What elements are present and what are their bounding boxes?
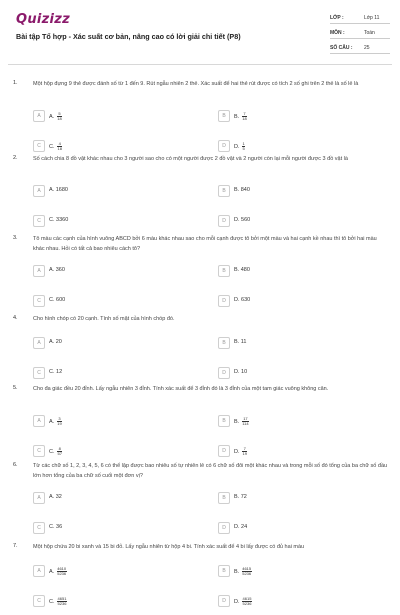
answer-option[interactable] xyxy=(218,492,378,504)
option-text xyxy=(49,597,67,606)
answer-option[interactable] xyxy=(33,445,193,457)
option-value: 600 xyxy=(56,297,66,303)
header-divider xyxy=(8,64,392,65)
option-letter-box: C xyxy=(33,140,45,152)
option-letter-box: D xyxy=(218,445,230,457)
question-item xyxy=(0,155,400,227)
fraction-numerator: 1 xyxy=(242,141,245,146)
option-text xyxy=(49,369,62,375)
meta-label: LỚP : xyxy=(330,15,344,21)
fraction-value xyxy=(57,142,62,151)
option-value: 840 xyxy=(240,187,250,193)
fraction-numerator: 4 xyxy=(58,141,61,146)
meta-question-count xyxy=(330,42,390,54)
option-value: 24 xyxy=(241,524,248,530)
option-text xyxy=(49,217,68,223)
option-letter-box: B xyxy=(218,185,230,197)
fraction-denominator: 18 xyxy=(57,116,62,122)
answer-option[interactable] xyxy=(33,492,193,504)
option-letter-box: A xyxy=(33,415,45,427)
option-letter-box: C xyxy=(33,445,45,457)
option-text xyxy=(49,297,65,303)
option-value: 36 xyxy=(56,524,63,530)
option-text xyxy=(234,369,247,375)
option-text xyxy=(49,142,62,151)
option-value: 72 xyxy=(240,494,247,500)
meta-label: MÔN : xyxy=(330,30,345,36)
question-text: Một hộp đựng 9 thẻ được đánh số từ 1 đến 9. Rút ngẫu nhiên 2 thẻ. Xác suất để hai thẻ rút được có tích 2 số ghi trên 2 thẻ là số lẻ là xyxy=(33,81,359,87)
option-text xyxy=(234,567,252,576)
answer-option[interactable] xyxy=(33,185,193,197)
option-value: 630 xyxy=(241,297,251,303)
question-number: 4. xyxy=(13,315,18,321)
answer-option[interactable] xyxy=(218,337,378,349)
fraction-numerator: 7 xyxy=(243,111,246,116)
fraction-denominator: 5236 xyxy=(57,571,67,577)
answer-option[interactable] xyxy=(33,110,193,122)
question-text: Từ các chữ số 1, 2, 3, 4, 5, 6 có thể lập được bao nhiêu số tự nhiên lẻ có 6 chữ số đôi một khác nhau và trong mỗi số đó tổng của ba chữ số đầu lớn hơn tổng của ba chữ số cuối một đơn vị? xyxy=(33,463,388,479)
option-text xyxy=(49,187,68,193)
option-letter-box: B xyxy=(218,110,230,122)
divider xyxy=(330,23,390,24)
option-letter-box: B xyxy=(218,265,230,277)
fraction-numerator: 4615 xyxy=(242,566,252,571)
fraction-numerator: 4610 xyxy=(57,566,67,571)
meta-label: SỐ CÂU : xyxy=(330,45,353,51)
question-text: Số cách chia 8 đồ vật khác nhau cho 3 người sao cho có một người được 2 đồ vật và 2 người còn lại mỗi người được 3 đồ vật là xyxy=(33,156,348,162)
option-value: 3360 xyxy=(56,217,69,223)
fraction-denominator: 114 xyxy=(242,421,249,427)
answer-option[interactable] xyxy=(218,565,378,577)
question-item xyxy=(0,80,400,152)
answer-option[interactable] xyxy=(218,415,378,427)
answer-option[interactable] xyxy=(33,337,193,349)
option-letter-box: B xyxy=(218,492,230,504)
question-number: 2. xyxy=(13,155,18,161)
option-letter: B. xyxy=(234,267,240,273)
option-text xyxy=(234,524,247,530)
option-value: 560 xyxy=(241,217,251,223)
fraction-numerator: 7 xyxy=(243,446,246,451)
option-letter: A. xyxy=(49,339,55,345)
answer-option[interactable] xyxy=(33,295,193,307)
option-text xyxy=(49,447,62,456)
question-text: Cho đa giác đều 20 đỉnh. Lấy ngẫu nhiên 3 đỉnh. Tính xác suất để 3 đỉnh đó là 3 đỉnh của một tam giác vuông không cân. xyxy=(33,386,329,392)
fraction-value xyxy=(57,597,67,606)
quizizz-logo: Quizizz xyxy=(16,12,71,27)
fraction-value xyxy=(242,447,247,456)
option-text xyxy=(234,297,250,303)
question-number: 7. xyxy=(13,543,18,549)
option-letter: C. xyxy=(49,297,55,303)
document-title: Bài tập Tổ hợp - Xác suất cơ bản, nâng cao có lời giải chi tiết (P8) xyxy=(16,32,241,41)
option-letter-box: B xyxy=(218,337,230,349)
question-number: 3. xyxy=(13,235,18,241)
answer-option[interactable] xyxy=(33,415,193,427)
option-letter-box: D xyxy=(218,595,230,607)
question-number: 6. xyxy=(13,462,18,468)
answer-option[interactable] xyxy=(33,367,193,379)
option-text xyxy=(49,567,67,576)
option-text xyxy=(234,112,247,121)
meta-subject xyxy=(330,27,390,39)
option-letter: C. xyxy=(49,369,55,375)
fraction-denominator: 18 xyxy=(57,146,62,152)
option-text xyxy=(49,417,62,426)
option-letter: D. xyxy=(234,217,240,223)
option-letter: B. xyxy=(234,569,240,576)
fraction-denominator: 18 xyxy=(242,116,247,122)
question-item xyxy=(0,315,400,387)
option-letter: A. xyxy=(49,114,55,121)
option-value: 1680 xyxy=(55,187,68,193)
option-text xyxy=(49,112,62,121)
option-text xyxy=(234,267,250,273)
option-value: 11 xyxy=(240,339,247,345)
fraction-value xyxy=(57,447,62,456)
option-text xyxy=(49,524,62,530)
option-text xyxy=(234,142,245,151)
option-letter: D. xyxy=(234,144,240,151)
option-letter: D. xyxy=(234,599,240,606)
fraction-numerator: 4651 xyxy=(57,596,67,601)
fraction-denominator: 57 xyxy=(57,451,62,457)
answer-option[interactable] xyxy=(33,215,193,227)
fraction-value xyxy=(242,567,252,576)
divider xyxy=(330,38,390,39)
question-text: Một hộp chứa 20 bi xanh và 15 bi đỏ. Lấy ngẫu nhiên từ hộp 4 bi. Tính xác suất để 4 bi lấy được có đủ hai màu xyxy=(33,544,305,550)
meta-grade xyxy=(330,12,390,24)
meta-value: 25 xyxy=(364,45,370,51)
option-letter: D. xyxy=(234,449,240,456)
option-letter-box: A xyxy=(33,110,45,122)
option-letter-box: D xyxy=(218,522,230,534)
option-text xyxy=(234,187,250,193)
option-value: 20 xyxy=(55,339,62,345)
option-letter: B. xyxy=(234,494,240,500)
option-letter: B. xyxy=(234,419,240,426)
fraction-numerator: 3 xyxy=(58,416,61,421)
option-value: 360 xyxy=(55,267,65,273)
option-letter-box: A xyxy=(33,492,45,504)
answer-option[interactable] xyxy=(218,445,378,457)
fraction-denominator: 5236 xyxy=(57,601,67,607)
option-letter-box: A xyxy=(33,185,45,197)
option-letter-box: C xyxy=(33,295,45,307)
fraction-value xyxy=(242,112,247,121)
answer-option[interactable] xyxy=(218,110,378,122)
option-letter: D. xyxy=(234,524,240,530)
option-text xyxy=(49,494,62,500)
fraction-denominator: 19 xyxy=(242,451,247,457)
answer-option[interactable] xyxy=(218,295,378,307)
option-value: 12 xyxy=(56,369,63,375)
option-letter-box: B xyxy=(218,415,230,427)
option-text xyxy=(234,597,252,606)
answer-option[interactable] xyxy=(33,595,193,607)
option-text xyxy=(49,267,65,273)
option-text xyxy=(234,217,250,223)
fraction-value xyxy=(57,112,62,121)
option-letter-box: C xyxy=(33,522,45,534)
option-letter-box: A xyxy=(33,265,45,277)
option-text xyxy=(49,339,62,345)
fraction-denominator: 19 xyxy=(57,421,62,427)
answer-option[interactable] xyxy=(218,522,378,534)
option-letter: C. xyxy=(49,217,55,223)
option-letter: C. xyxy=(49,144,55,151)
option-letter-box: C xyxy=(33,215,45,227)
answer-option[interactable] xyxy=(218,140,378,152)
option-letter: B. xyxy=(234,114,240,121)
option-letter: C. xyxy=(49,524,55,530)
option-letter-box: C xyxy=(33,367,45,379)
option-letter-box: D xyxy=(218,367,230,379)
option-value: 10 xyxy=(241,369,248,375)
fraction-denominator: 5236 xyxy=(242,571,252,577)
fraction-numerator: 4615 xyxy=(242,596,252,601)
answer-option[interactable] xyxy=(218,595,378,607)
fraction-value xyxy=(57,567,67,576)
answer-option[interactable] xyxy=(33,140,193,152)
document-header xyxy=(0,0,400,60)
fraction-value xyxy=(242,597,252,606)
question-number: 5. xyxy=(13,385,18,391)
option-letter-box: C xyxy=(33,595,45,607)
option-letter: B. xyxy=(234,339,240,345)
option-letter-box: A xyxy=(33,337,45,349)
option-text xyxy=(234,447,247,456)
answer-option[interactable] xyxy=(218,265,378,277)
option-value: 32 xyxy=(55,494,62,500)
fraction-numerator: 8 xyxy=(58,446,61,451)
fraction-numerator: 17 xyxy=(243,416,248,421)
divider xyxy=(330,53,390,54)
option-letter-box: D xyxy=(218,140,230,152)
option-letter: A. xyxy=(49,569,55,576)
option-letter: B. xyxy=(234,187,240,193)
option-letter-box: A xyxy=(33,565,45,577)
option-letter: A. xyxy=(49,187,55,193)
meta-value: Lớp 11 xyxy=(364,15,380,21)
option-letter: A. xyxy=(49,419,55,426)
question-text: Cho hình chóp có 20 cạnh. Tính số mặt của hình chóp đó. xyxy=(33,316,175,322)
option-text xyxy=(234,339,246,345)
option-letter: D. xyxy=(234,369,240,375)
option-letter: A. xyxy=(49,494,55,500)
option-letter: C. xyxy=(49,449,55,456)
option-letter-box: D xyxy=(218,295,230,307)
option-letter-box: B xyxy=(218,565,230,577)
option-text xyxy=(234,494,247,500)
answer-option[interactable] xyxy=(218,215,378,227)
fraction-numerator: 5 xyxy=(58,111,61,116)
fraction-denominator: 5 xyxy=(242,146,245,152)
option-letter-box: D xyxy=(218,215,230,227)
question-item xyxy=(0,462,400,534)
option-letter: D. xyxy=(234,297,240,303)
meta-value: Toán xyxy=(364,30,375,36)
answer-option[interactable] xyxy=(33,265,193,277)
fraction-denominator: 5236 xyxy=(242,601,252,607)
answer-option[interactable] xyxy=(33,522,193,534)
answer-option[interactable] xyxy=(33,565,193,577)
answer-option[interactable] xyxy=(218,185,378,197)
fraction-value xyxy=(242,417,249,426)
question-item xyxy=(0,235,400,307)
question-item xyxy=(0,543,400,615)
question-text: Tô màu các cạnh của hình vuông ABCD bởi 6 màu khác nhau sao cho mỗi cạnh được tô bởi một màu và hai cạnh kề nhau thì tô bởi hai màu khác nhau. Hỏi có tất cả bao nhiêu cách tô? xyxy=(33,236,377,252)
option-letter: C. xyxy=(49,599,55,606)
question-item xyxy=(0,385,400,457)
fraction-value xyxy=(57,417,62,426)
question-number: 1. xyxy=(13,80,18,86)
option-letter: A. xyxy=(49,267,55,273)
option-text xyxy=(234,417,249,426)
answer-option[interactable] xyxy=(218,367,378,379)
option-value: 480 xyxy=(240,267,250,273)
fraction-value xyxy=(242,142,245,151)
